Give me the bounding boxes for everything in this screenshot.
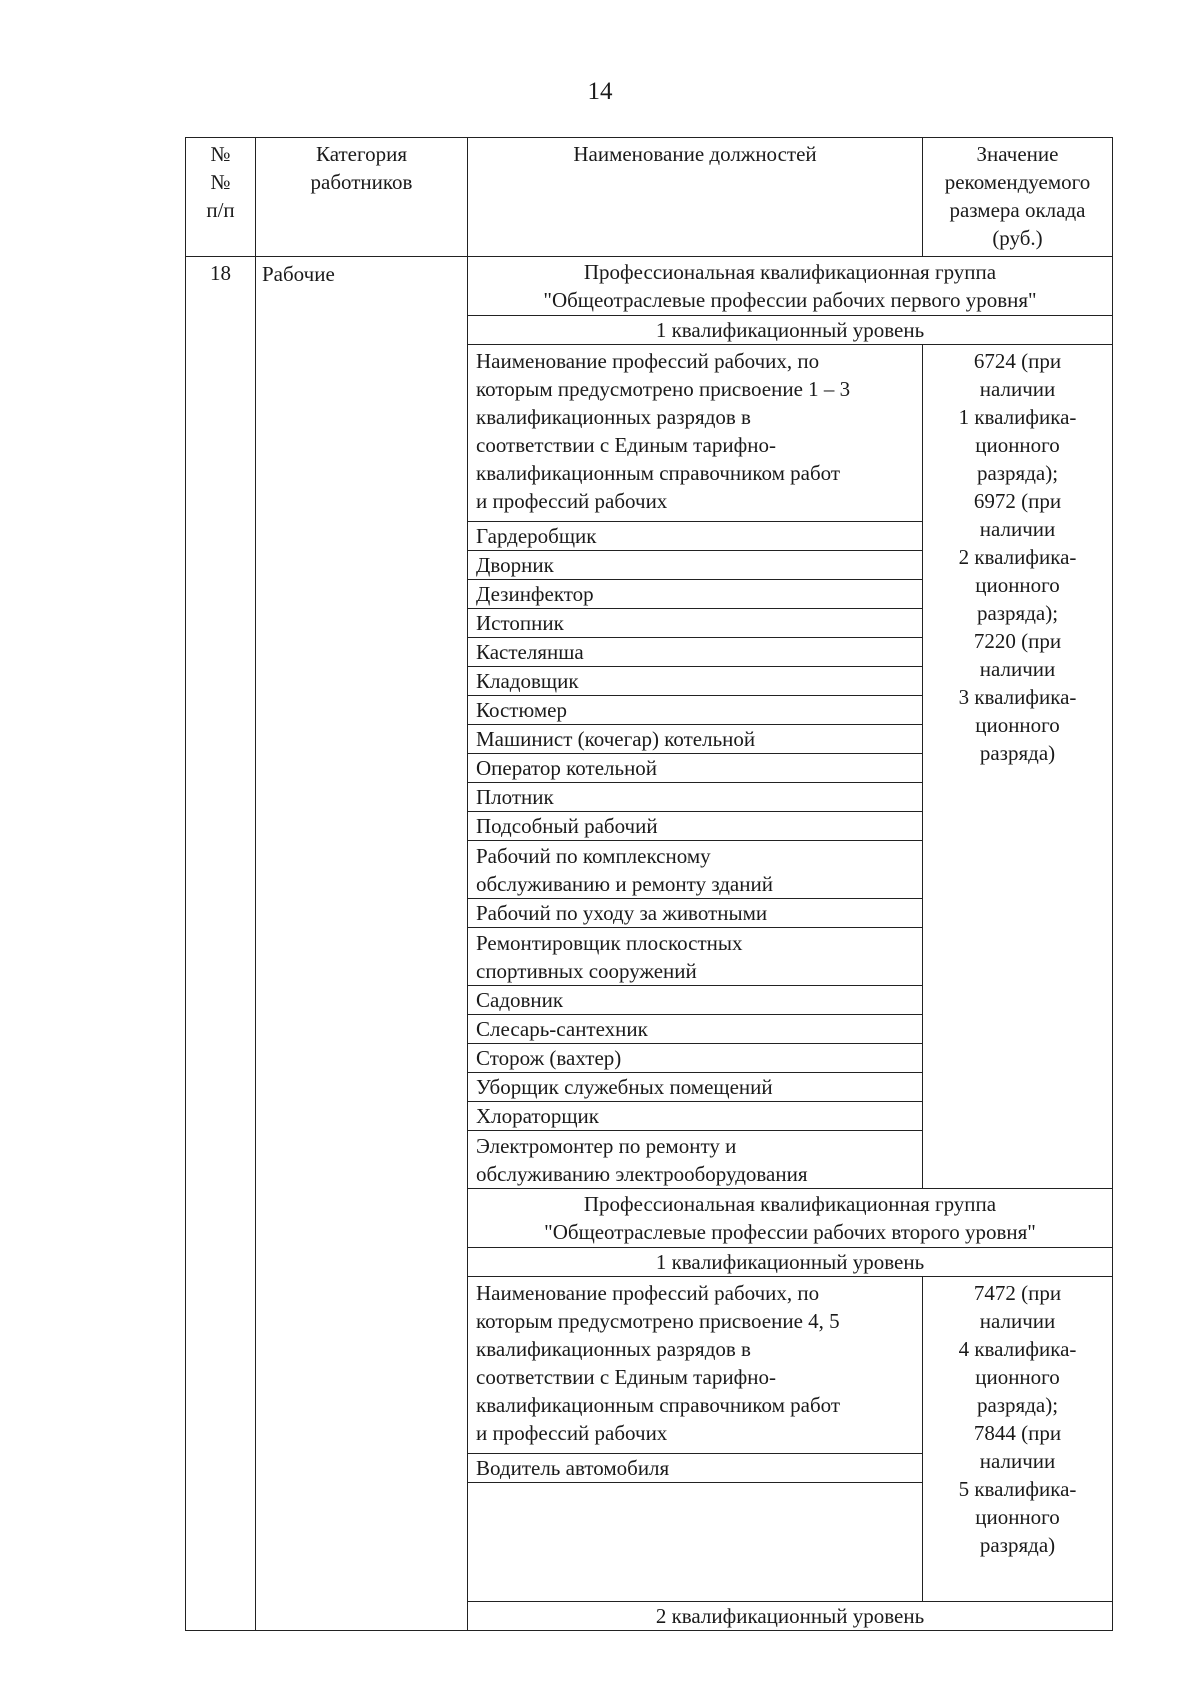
header-number: № № п/п: [186, 138, 256, 257]
level-label: 1 квалификационный уровень: [468, 1248, 1113, 1277]
job-title: Машинист (кочегар) котельной: [468, 725, 923, 754]
group-title: Профессиональная квалификационная группа "Общеотраслевые профессии рабочих второго уровня": [468, 1189, 1113, 1248]
blank-cell: [468, 1483, 923, 1602]
job-title: Дворник: [468, 551, 923, 580]
job-title: Садовник: [468, 986, 923, 1015]
job-title: Уборщик служебных помещений: [468, 1073, 923, 1102]
group-title: Профессиональная квалификационная группа "Общеотраслевые профессии рабочих первого уровня": [468, 257, 1113, 316]
job-title: Гардеробщик: [468, 522, 923, 551]
job-title: Рабочий по комплексному обслуживанию и ремонту зданий: [468, 841, 923, 899]
job-title: Электромонтер по ремонту и обслуживанию электрооборудования: [468, 1131, 923, 1189]
page-number: 14: [587, 78, 613, 105]
group-title-row: [186, 257, 1113, 316]
row-number: 18: [186, 257, 256, 1631]
job-title: Водитель автомобиля: [468, 1454, 923, 1483]
table-header-row: [186, 138, 1113, 257]
job-title: Сторож (вахтер): [468, 1044, 923, 1073]
job-title: Оператор котельной: [468, 754, 923, 783]
job-title: Плотник: [468, 783, 923, 812]
header-salary: Значение рекомендуемого размера оклада (руб.): [923, 138, 1113, 257]
level-label: 1 квалификационный уровень: [468, 316, 1113, 345]
job-title: Кастелянша: [468, 638, 923, 667]
salary-table: [185, 137, 1113, 1631]
next-level-label: 2 квалификационный уровень: [468, 1602, 1113, 1631]
job-title: Хлораторщик: [468, 1102, 923, 1131]
row-category: Рабочие: [256, 257, 468, 1631]
job-title: Кладовщик: [468, 667, 923, 696]
job-title: Ремонтировщик плоскостных спортивных сооружений: [468, 928, 923, 986]
job-title: Слесарь-сантехник: [468, 1015, 923, 1044]
job-title: Рабочий по уходу за животными: [468, 899, 923, 928]
job-title: Подсобный рабочий: [468, 812, 923, 841]
job-title: Костюмер: [468, 696, 923, 725]
profession-description: Наименование профессий рабочих, по которым предусмотрено присвоение 4, 5 квалификационных разрядов в соответствии с Единым тарифно- квалификационным справочником работ и профессий рабочих: [468, 1277, 923, 1454]
salary-value: 6724 (при наличии 1 квалифика- ционного разряда); 6972 (при наличии 2 квалифика- ционного разряда); 7220 (при наличии 3 квалифика- ционного разряда): [923, 345, 1113, 1189]
job-title: Истопник: [468, 609, 923, 638]
job-title: Дезинфектор: [468, 580, 923, 609]
header-position: Наименование должностей: [468, 138, 923, 257]
header-category: Категория работников: [256, 138, 468, 257]
salary-value: 7472 (при наличии 4 квалифика- ционного разряда); 7844 (при наличии 5 квалифика- ционного разряда): [923, 1277, 1113, 1602]
profession-description: Наименование профессий рабочих, по которым предусмотрено присвоение 1 – 3 квалификационных разрядов в соответствии с Единым тарифно- квалификационным справочником работ и профессий рабочих: [468, 345, 923, 522]
